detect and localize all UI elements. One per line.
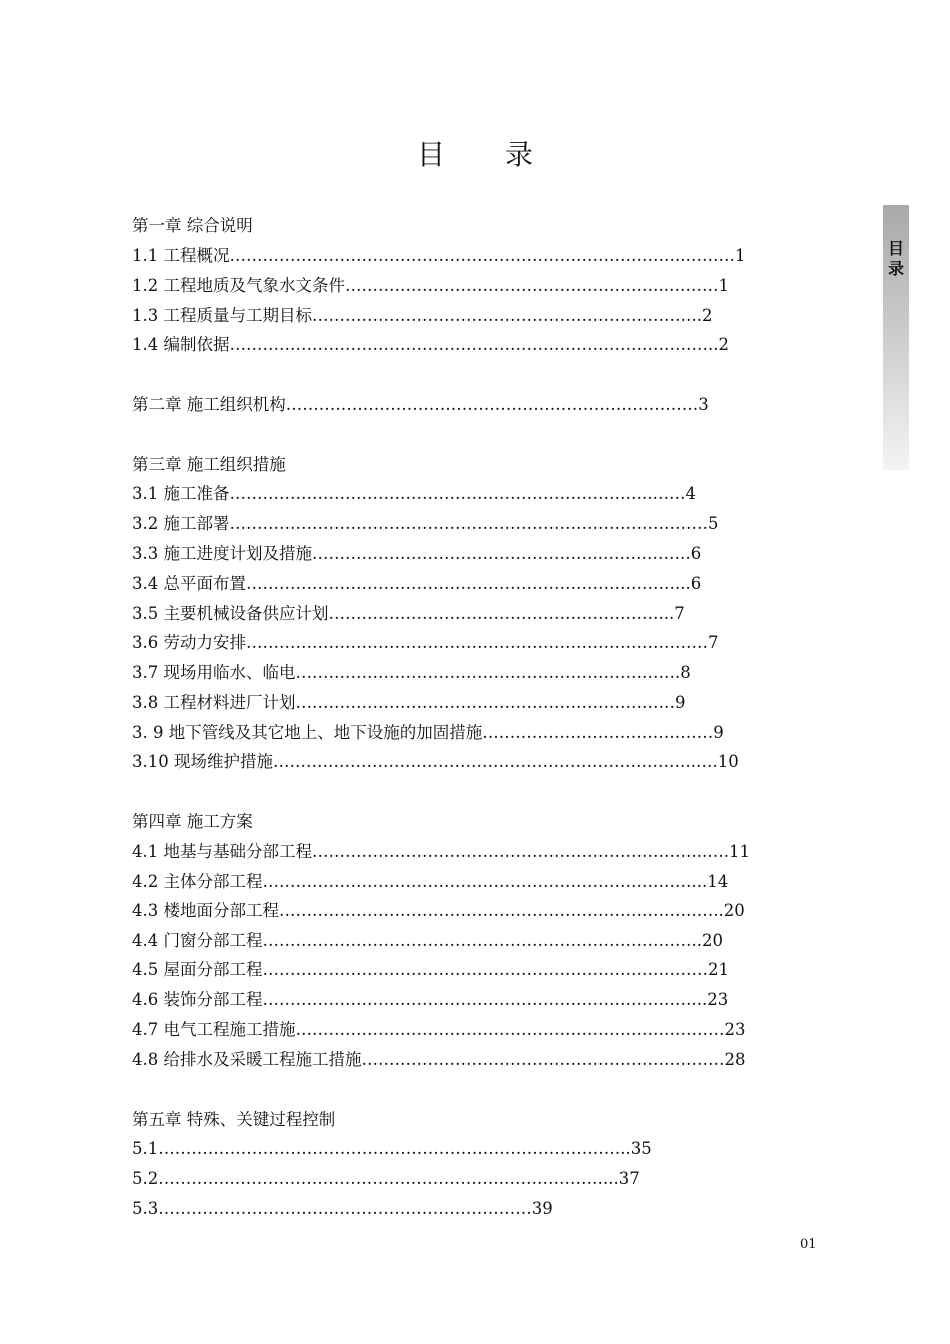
side-tab-label: 目录	[888, 239, 905, 278]
toc-entry[interactable]: 3. 9 地下管线及其它地上、地下设施的加固措施……………………………………9	[132, 723, 724, 742]
toc-entry[interactable]: 5.3…………………………..………………………………39	[132, 1199, 553, 1218]
toc-entry[interactable]: 4.5 屋面分部工程………………………………………………………………………21	[132, 960, 729, 979]
toc-entry[interactable]: 1.1 工程概况………………………………………………………………………..………1	[132, 246, 746, 265]
toc-chapter-heading[interactable]: 第一章 综合说明	[132, 216, 253, 235]
toc-entry[interactable]: 1.4 编制依据……………………………………………………………………………..2	[132, 335, 729, 354]
toc-chapter-heading[interactable]: 第五章 特殊、关键过程控制	[132, 1110, 336, 1129]
toc-chapter-heading[interactable]: 第二章 施工组织机构…………………………………………………………………3	[132, 395, 709, 414]
toc-entry[interactable]: 1.2 工程地质及气象水文条件…………………………………………………..………1	[132, 276, 729, 295]
toc-entry[interactable]: 3.3 施工进度计划及措施……………………………………………..…………….6	[132, 544, 702, 563]
title-char-1: 目	[416, 138, 445, 171]
toc-entry[interactable]: 4.6 装饰分部工程……………………………………………………………………...23	[132, 990, 729, 1009]
toc-entry[interactable]: 4.8 给排水及采暖工程施工措施…………………………………………………………28	[132, 1050, 746, 1069]
toc-entry[interactable]: 5.1…………………………………………………………………………..35	[132, 1139, 652, 1158]
toc-entry[interactable]: 4.4 门窗分部工程……………………………………………………………………..20	[132, 931, 723, 950]
page-title	[0, 133, 950, 173]
toc-entry[interactable]: 3.8 工程材料进厂计划……………………………………………………………9	[132, 693, 686, 712]
toc-entry[interactable]: 4.3 楼地面分部工程………………………………………………………………….…..20	[132, 901, 745, 920]
toc-chapter-heading[interactable]: 第三章 施工组织措施	[132, 455, 286, 474]
toc-entry[interactable]: 3.1 施工准备…………………………………………………………………..……4	[132, 484, 696, 503]
toc-entry[interactable]: 3.7 现场用临水、临电…………………………………………………………….8	[132, 663, 691, 682]
toc-entry[interactable]: 4.1 地基与基础分部工程……………………………………………………………...….11	[132, 842, 750, 861]
toc-entry[interactable]: 4.2 主体分部工程……………………………………………………………………...14	[132, 872, 729, 891]
toc-entry[interactable]: 5.2…………..………………………………………….………………...37	[132, 1169, 640, 1188]
toc-entry[interactable]: 3.4 总平面布置……………………………………………………………………...6	[132, 574, 702, 593]
toc-entry[interactable]: 3.5 主要机械设备供应计划……………………………………………………...7	[132, 604, 685, 623]
toc-entry[interactable]: 3.6 劳动力安排…………………………………………………………………………7	[132, 633, 719, 652]
toc-entry[interactable]: 1.3 工程质量与工期目标……………………………………………………………..2	[132, 306, 713, 325]
toc-entry[interactable]: 3.2 施工部署……………………………………………………………………………5	[132, 514, 719, 533]
side-section-tab	[883, 205, 909, 470]
toc-chapter-heading[interactable]: 第四章 施工方案	[132, 812, 253, 831]
page-number: 01	[800, 1237, 817, 1252]
title-char-2: 录	[505, 138, 534, 171]
toc-entry[interactable]: 3.10 现场维护措施…………………………………………………………………..….10	[132, 752, 739, 771]
toc-entry[interactable]: 4.7 电气工程施工措施……………………………………………………………………23	[132, 1020, 746, 1039]
